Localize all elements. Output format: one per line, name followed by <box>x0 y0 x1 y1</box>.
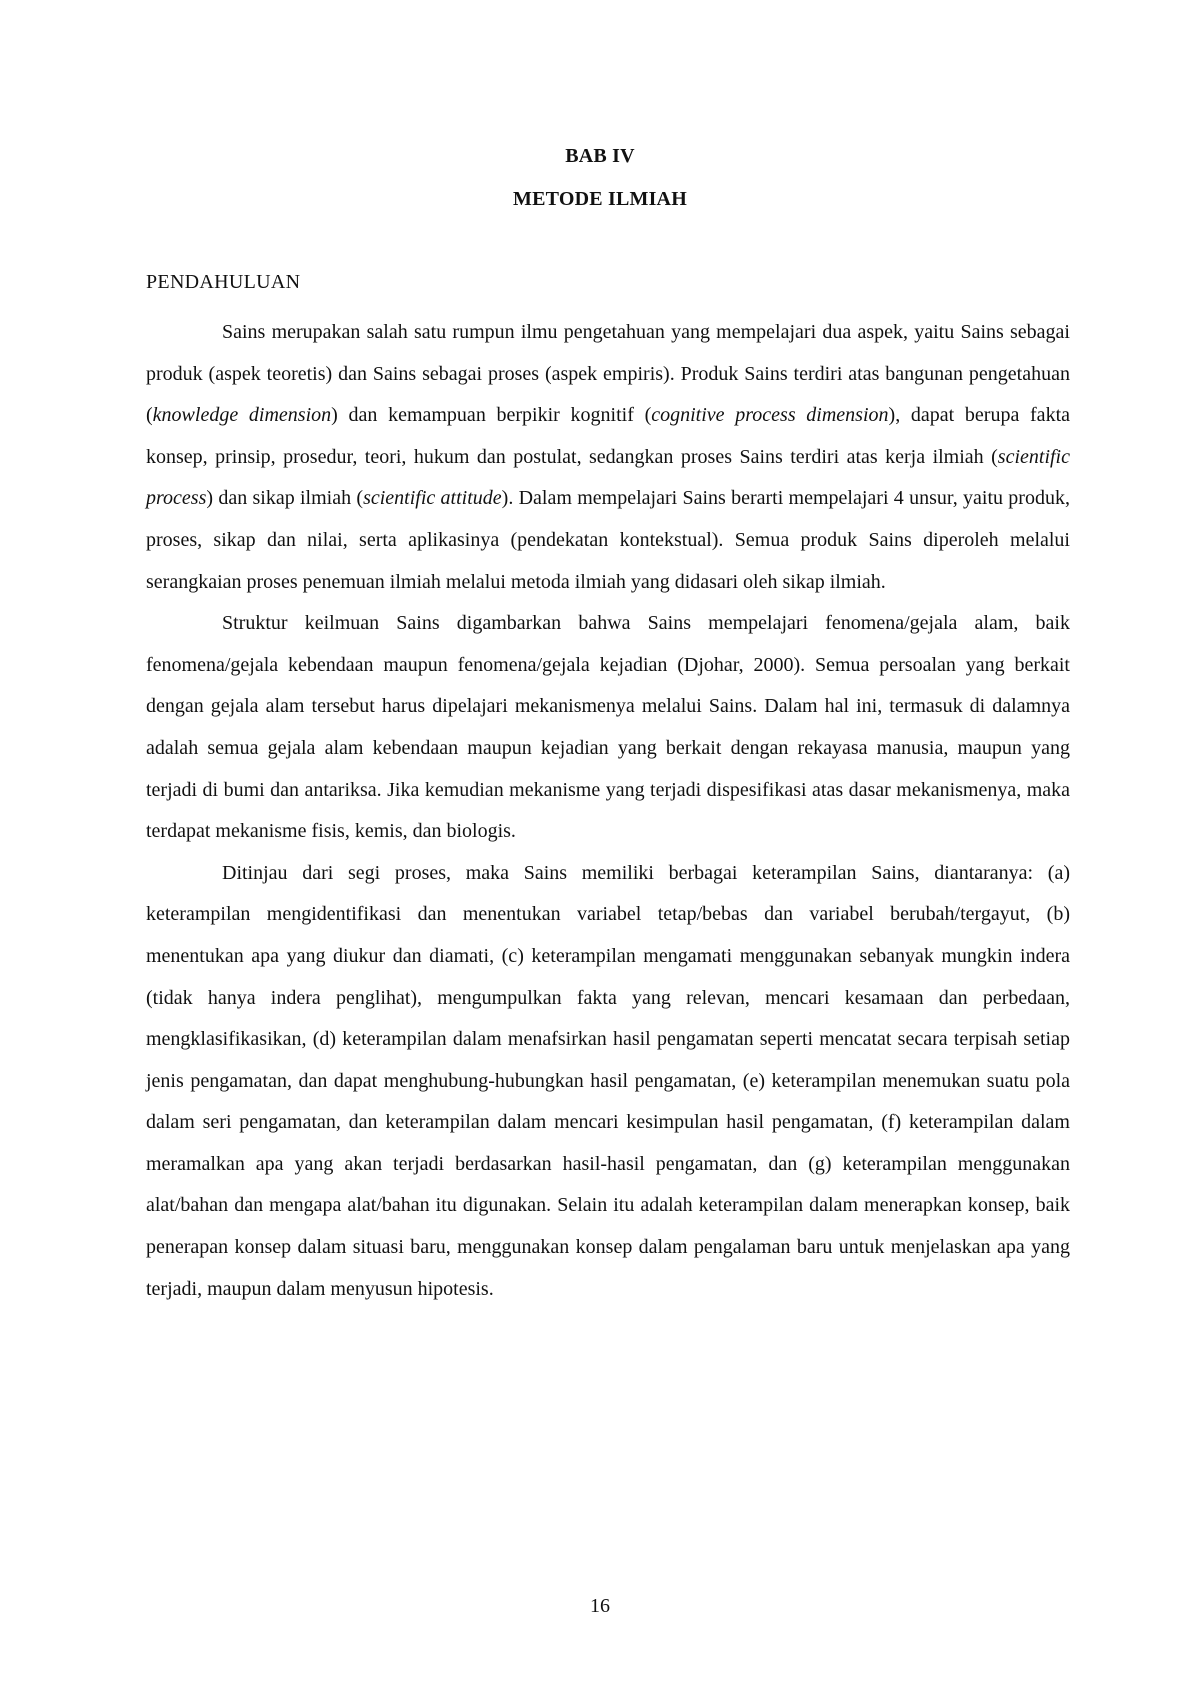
body-text <box>146 312 1070 1310</box>
text-run: ) dan kemampuan berpikir kognitif ( <box>331 404 652 427</box>
text-run: ). Dalam mempelajari Sains berarti mempelajari 4 unsur, yaitu produk, proses, sikap dan nilai, serta aplikasinya (pendekatan kontekstual). Semua produk Sains diperoleh melalui serangkaian proses penemuan ilmiah melalui metoda ilmiah yang didasari oleh sikap ilmiah. <box>146 487 1070 593</box>
italic-term: scientific process <box>146 445 1070 510</box>
italic-term: scientific attitude <box>363 487 502 510</box>
paragraph-3 <box>146 853 1070 1311</box>
text-run: Struktur keilmuan Sains digambarkan bahwa Sains mempelajari fenomena/gejala alam, baik fenomena/gejala kebendaan maupun fenomena/gejala kejadian (Djohar, 2000). Semua persoalan yang berkait dengan gejala alam tersebut harus dipelajari mekanismenya melalui Sains. Dalam hal ini, termasuk di dalamnya adalah semua gejala alam kebendaan maupun kejadian yang berkait dengan rekayasa manusia, maupun yang terjadi di bumi dan antariksa. Jika kemudian mekanisme yang terjadi dispesifikasi atas dasar mekanismenya, maka terdapat mekanisme fisis, kemis, dan biologis. <box>146 612 1070 843</box>
italic-term: knowledge dimension <box>152 404 332 427</box>
italic-term: cognitive process dimension <box>651 404 889 427</box>
text-run: ), dapat berupa fakta konsep, prinsip, prosedur, teori, hukum dan postulat, sedangkan proses Sains terdiri atas kerja ilmiah ( <box>146 404 1070 468</box>
text-run: Ditinjau dari segi proses, maka Sains memiliki berbagai keterampilan Sains, diantaranya: (a) keterampilan mengidentifikasi dan menentukan variabel tetap/bebas dan variabel berubah/tergayut, (b) menentukan apa yang diukur dan diamati, (c) keterampilan mengamati menggunakan sebanyak mungkin indera (tidak hanya indera penglihat), mengumpulkan fakta yang relevan, mencari kesamaan dan perbedaan, mengklasifikasikan, (d) keterampilan dalam menafsirkan hasil pengamatan seperti mencatat secara terpisah setiap jenis pengamatan, dan dapat menghubung-hubungkan hasil pengamatan, (e) keterampilan menemukan suatu pola dalam seri pengamatan, dan keterampilan dalam mencari kesimpulan hasil pengamatan, (f) keterampilan dalam meramalkan apa yang akan terjadi berdasarkan hasil-hasil pengamatan, dan (g) keterampilan menggunakan alat/bahan dan mengapa alat/bahan itu digunakan. Selain itu adalah keterampilan dalam menerapkan konsep, baik penerapan konsep dalam situasi baru, menggunakan konsep dalam pengalaman baru untuk menjelaskan apa yang terjadi, maupun dalam menyusun hipotesis. <box>146 861 1070 1300</box>
paragraph-1 <box>146 312 1070 603</box>
page-number: 16 <box>590 1595 610 1617</box>
chapter-number: BAB IV <box>565 145 635 167</box>
paragraph-2 <box>146 603 1070 853</box>
text-run: Sains merupakan salah satu rumpun ilmu pengetahuan yang mempelajari dua aspek, yaitu Sains sebagai produk (aspek teoretis) dan Sains sebagai proses (aspek empiris). Produk Sains terdiri atas bangunan pengetahuan ( <box>146 321 1070 427</box>
chapter-title: METODE ILMIAH <box>513 188 687 210</box>
text-run: ) dan sikap ilmiah ( <box>206 487 364 510</box>
section-heading: PENDAHULUAN <box>146 271 301 293</box>
